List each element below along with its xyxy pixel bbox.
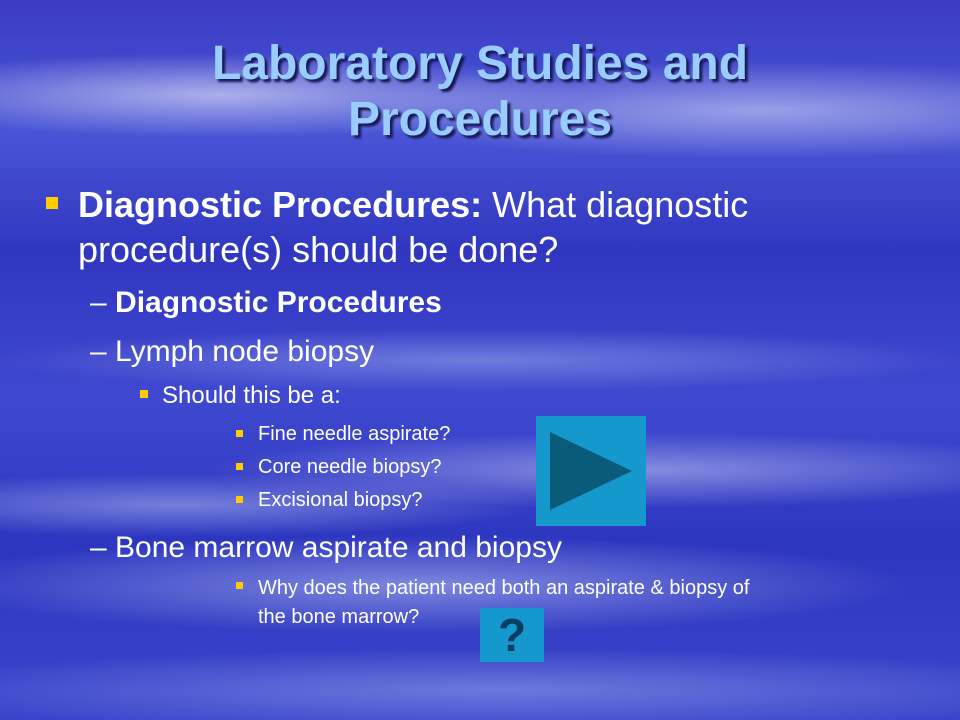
question-line-1: Why does the patient need both an aspirate & biopsy of [258,577,750,599]
dash: – [90,531,107,564]
sub-item-label: Bone marrow aspirate and biopsy [115,531,562,564]
help-button[interactable] [480,608,544,662]
sub-item-diagnostic-procedures [90,285,442,321]
bullet-diagnostic-procedures [78,184,748,226]
play-icon [536,416,646,526]
title-line-2: Procedures [347,93,613,146]
slide-title [0,36,960,148]
bullet-text-line-1: What diagnostic [482,184,749,225]
sub-item-label: Lymph node biopsy [115,335,375,368]
title-line-1: Laboratory Studies and [211,37,749,90]
sub-sub-item-should-this-be: Should this be a: [162,382,341,409]
dash: – [90,335,107,368]
dash: – [90,286,107,319]
bullet-square-icon [140,390,148,398]
question-line-2: the bone marrow? [258,606,420,628]
bullet-square-icon [46,197,58,209]
option-core-needle-biopsy: Core needle biopsy? [258,456,442,478]
bullet-square-icon [236,430,243,437]
bullet-bold-label: Diagnostic Procedures: [78,184,483,225]
option-fine-needle-aspirate: Fine needle aspirate? [258,423,451,445]
sub-item-label: Diagnostic Procedures [115,286,442,319]
bullet-text-line-2: procedure(s) should be done? [78,229,559,270]
sub-item-lymph-node-biopsy [90,334,374,370]
option-excisional-biopsy: Excisional biopsy? [258,489,423,511]
bullet-square-icon [236,463,243,470]
bullet-square-icon [236,496,243,503]
question-mark-icon: ? [497,609,527,661]
sub-item-bone-marrow [90,530,562,566]
bullet-square-icon [236,582,243,589]
play-button[interactable] [536,416,646,526]
